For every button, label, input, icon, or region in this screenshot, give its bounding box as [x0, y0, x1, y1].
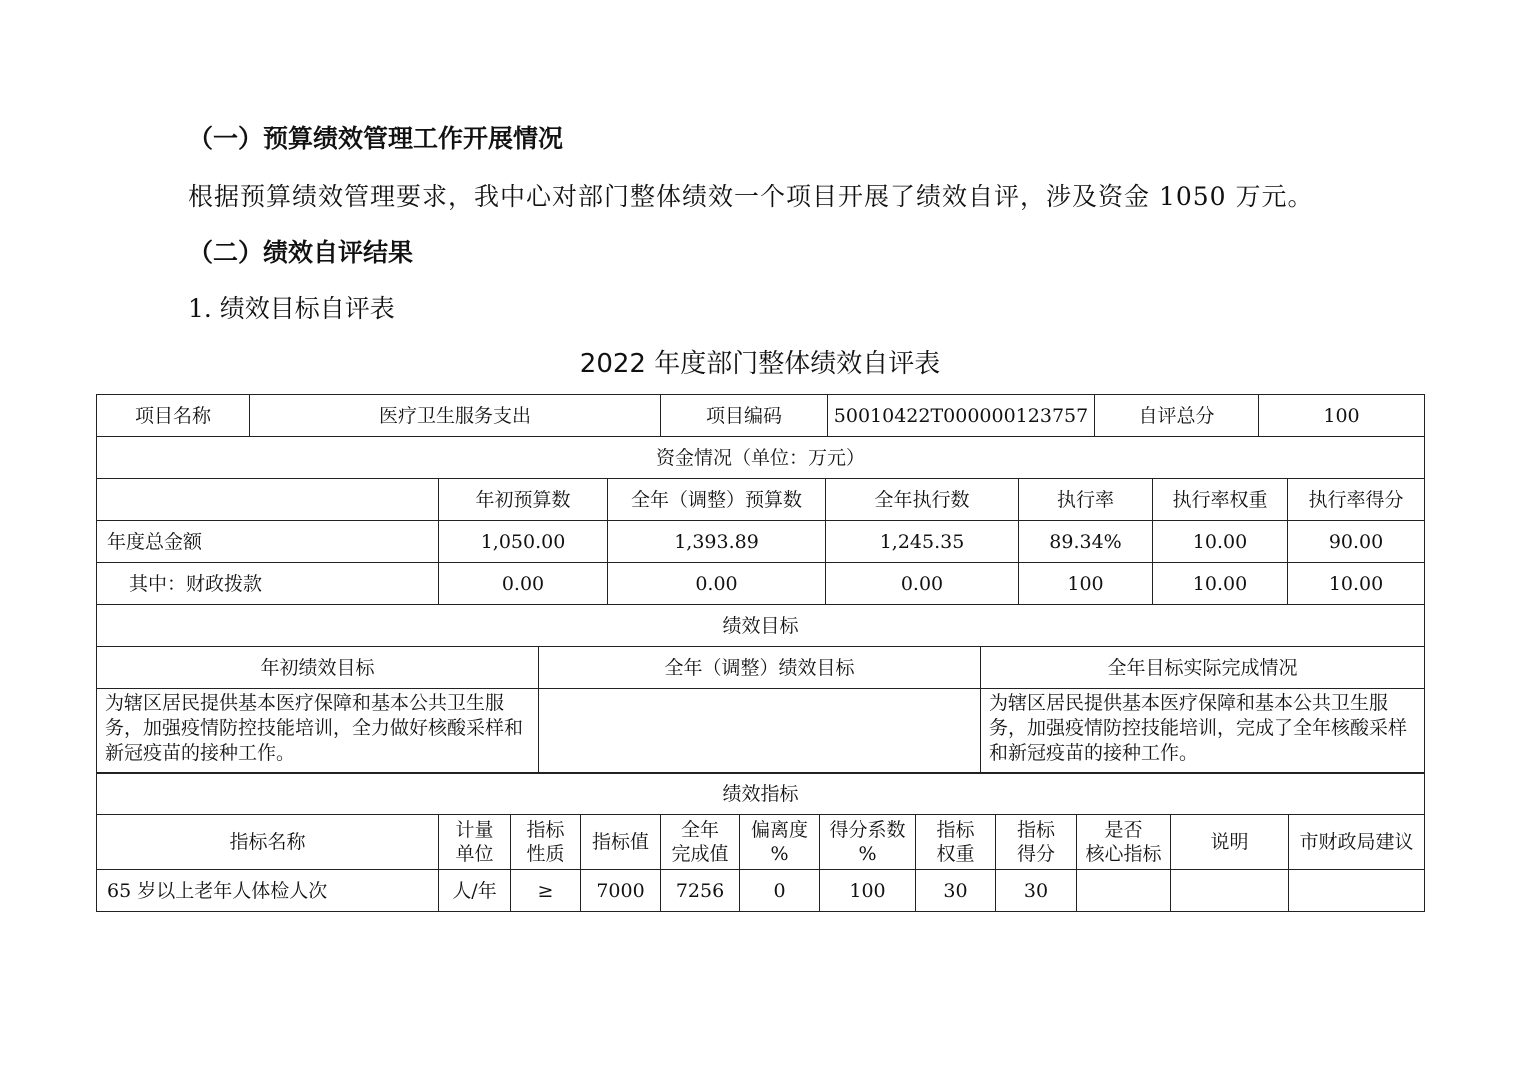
indicator-completion: 7256 [661, 870, 740, 912]
funds-header-cell: 全年执行数 [826, 479, 1019, 521]
funds-header-cell: 年初预算数 [439, 479, 608, 521]
table-cell: 90.00 [1288, 521, 1425, 563]
table-cell: 10.00 [1153, 563, 1288, 605]
actual-completion-text: 为辖区居民提供基本医疗保障和基本公共卫生服务，加强疫情防控技能培训，完成了全年核酸采样和新冠疫苗的接种工作。 [981, 689, 1425, 774]
indicator-coefficient: 100 [820, 870, 916, 912]
funds-header-cell: 全年（调整）预算数 [608, 479, 826, 521]
indicator-weight: 30 [916, 870, 996, 912]
table-row [97, 521, 1425, 563]
header-line: 得分 [1016, 843, 1055, 865]
score-total-value: 100 [1259, 395, 1425, 437]
header-line: 偏离度 [750, 819, 808, 841]
header-line: 性质 [526, 843, 565, 865]
indicator-name-header: 指标名称 [97, 815, 439, 870]
indicator-score: 30 [996, 870, 1077, 912]
table-cell: 0.00 [608, 563, 826, 605]
heading-self-evaluation: （二）绩效自评结果 [188, 238, 414, 267]
project-name-value: 医疗卫生服务支出 [250, 395, 661, 437]
goals-section-title: 绩效目标 [97, 605, 1425, 647]
header-line: % [858, 843, 877, 865]
goals-header-cell: 年初绩效目标 [97, 647, 539, 689]
nature-header [511, 815, 581, 870]
project-info-row [97, 395, 1425, 437]
table-cell: 0.00 [826, 563, 1019, 605]
header-line: % [770, 843, 789, 865]
funds-header-row [97, 479, 1425, 521]
table-row [97, 870, 1425, 912]
header-line: 计量 [455, 819, 494, 841]
header-line: 指标 [1016, 819, 1055, 841]
heading-budget-management: （一）预算绩效管理工作开展情况 [188, 124, 564, 153]
project-info-table [96, 394, 1425, 437]
header-line: 权重 [936, 843, 975, 865]
indicators-section-title: 绩效指标 [97, 773, 1425, 815]
initial-goal-text: 为辖区居民提供基本医疗保障和基本公共卫生服务，加强疫情防控技能培训，全力做好核酸采样和新冠疫苗的接种工作。 [97, 689, 539, 774]
indicator-deviation: 0 [740, 870, 820, 912]
project-code-value: 50010422T000000123757 [828, 395, 1095, 437]
table-cell: 0.00 [439, 563, 608, 605]
indicators-table [96, 772, 1425, 912]
deviation-header [740, 815, 820, 870]
table-cell: 89.34% [1019, 521, 1153, 563]
funds-header-cell: 执行率得分 [1288, 479, 1425, 521]
indicator-score-header [996, 815, 1077, 870]
project-name-label: 项目名称 [97, 395, 250, 437]
adjusted-goal-text [539, 689, 981, 774]
advice-header: 市财政局建议 [1289, 815, 1425, 870]
indicator-unit: 人/年 [439, 870, 511, 912]
header-line: 是否 [1104, 819, 1143, 841]
goals-header-cell: 全年目标实际完成情况 [981, 647, 1425, 689]
header-line: 核心指标 [1085, 843, 1162, 865]
header-line: 指标 [936, 819, 975, 841]
project-code-label: 项目编码 [661, 395, 828, 437]
table-cell: 1,393.89 [608, 521, 826, 563]
indicator-advice [1289, 870, 1425, 912]
funds-section-title: 资金情况（单位：万元） [97, 437, 1425, 479]
table-cell: 100 [1019, 563, 1153, 605]
goals-header-cell: 全年（调整）绩效目标 [539, 647, 981, 689]
table-cell: 10.00 [1288, 563, 1425, 605]
target-value-header: 指标值 [581, 815, 661, 870]
goals-content-row [97, 689, 1425, 774]
header-line: 得分系数 [829, 819, 906, 841]
table-cell: 10.00 [1153, 521, 1288, 563]
goals-header-row [97, 647, 1425, 689]
indicator-core [1077, 870, 1171, 912]
table-title: 2022 年度部门整体绩效自评表 [579, 349, 941, 379]
indicator-value: 7000 [581, 870, 661, 912]
indicator-note [1171, 870, 1289, 912]
header-line: 全年 [680, 819, 719, 841]
header-line: 完成值 [671, 843, 729, 865]
table-cell: 1,245.35 [826, 521, 1019, 563]
funds-header-cell: 执行率权重 [1153, 479, 1288, 521]
funds-header-cell: 执行率 [1019, 479, 1153, 521]
core-indicator-header [1077, 815, 1171, 870]
table-row [97, 563, 1425, 605]
weight-header [916, 815, 996, 870]
indicator-nature: ≥ [511, 870, 581, 912]
coefficient-header [820, 815, 916, 870]
indicator-name: 65 岁以上老年人体检人次 [97, 870, 439, 912]
heading-goal-table: 1. 绩效目标自评表 [188, 294, 395, 323]
completion-header [661, 815, 740, 870]
indicators-header-row [97, 815, 1425, 870]
goals-table [96, 604, 1425, 774]
intro-paragraph: 根据预算绩效管理要求，我中心对部门整体绩效一个项目开展了绩效自评，涉及资金 1050 万元。 [188, 182, 1314, 211]
score-total-label: 自评总分 [1095, 395, 1259, 437]
funds-header-cell [97, 479, 439, 521]
header-line: 指标 [526, 819, 565, 841]
funds-table [96, 436, 1425, 605]
row-label: 其中：财政拨款 [97, 563, 439, 605]
header-line: 单位 [455, 843, 494, 865]
unit-header [439, 815, 511, 870]
note-header: 说明 [1171, 815, 1289, 870]
row-label: 年度总金额 [97, 521, 439, 563]
table-cell: 1,050.00 [439, 521, 608, 563]
